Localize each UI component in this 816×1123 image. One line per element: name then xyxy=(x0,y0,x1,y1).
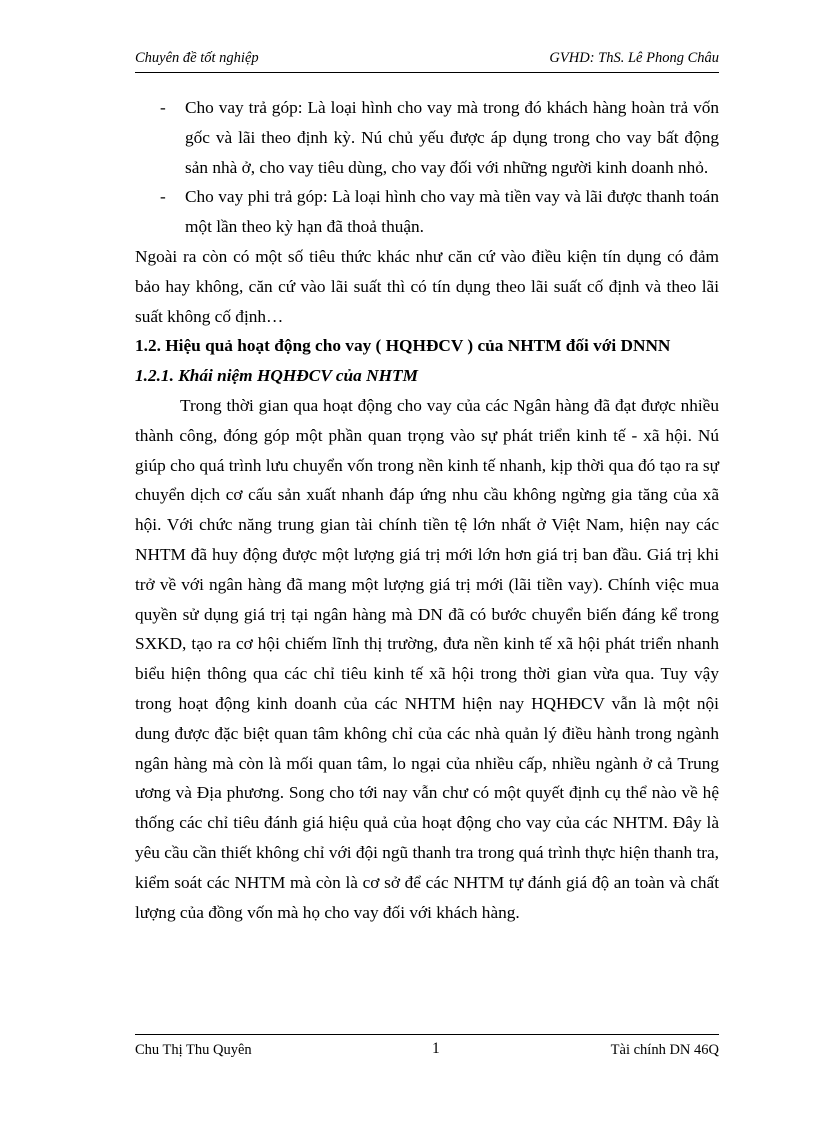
page-footer xyxy=(135,1034,719,1065)
document-body xyxy=(135,93,719,927)
bullet-dash: - xyxy=(160,187,166,207)
bullet-text: Cho vay trả góp: Là loại hình cho vay mà trong đó khách hàng hoàn trả vốn gốc và lãi theo định kỳ. Nú chủ yếu được áp dụng trong cho vay bất động sản nhà ở, cho vay tiêu dùng, cho vay đối với những người kinh doanh nhỏ. xyxy=(185,98,719,177)
header-document-type: Chuyên đề tốt nghiệp xyxy=(135,50,259,66)
paragraph-other-criteria: Ngoài ra còn có một số tiêu thức khác như căn cứ vào điều kiện tín dụng có đảm bảo hay không, căn cứ vào lãi suất thì có tín dụng theo lãi suất cố định và theo lãi suất không cố định… xyxy=(135,246,719,326)
section-heading: 1.2. Hiệu quả hoạt động cho vay ( HQHĐCV ) của NHTM đối với DNNN xyxy=(135,336,671,356)
bullet-text: Cho vay phi trả góp: Là loại hình cho vay mà tiền vay và lãi được thanh toán một lần theo kỳ hạn đã thoả thuận. xyxy=(185,187,719,237)
bullet-item-non-installment xyxy=(135,182,719,242)
page-number: 1 xyxy=(432,1040,440,1057)
subsection-heading: 1.2.1. Khái niệm HQHĐCV của NHTM xyxy=(135,366,418,386)
footer-class: Tài chính DN 46Q xyxy=(610,1042,719,1058)
header-supervisor: GVHD: ThS. Lê Phong Châu xyxy=(549,50,719,66)
bullet-item-installment xyxy=(135,93,719,182)
paragraph-concept: Trong thời gian qua hoạt động cho vay của các Ngân hàng đã đạt được nhiều thành công, đóng góp một phần quan trọng vào sự phát triển kinh tế - xã hội. Nú giúp cho quá trình lưu chuyển vốn trong nền kinh tế nhanh, kịp thời qua đó tạo ra sự chuyển dịch cơ cấu sản xuất nhanh đáp ứng nhu cầu không ngừng gia tăng của xã hội. Với chức năng trung gian tài chính tiền tệ lớn nhất ở Việt Nam, hiện nay các NHTM đã huy động được một lượng giá trị mới lớn hơn giá trị ban đầu. Giá trị khi trở về với ngân hàng đã mang một lượng giá trị mới (lãi tiền vay). Chính việc mua quyền sử dụng giá trị tại ngân hàng mà DN đã có bước chuyển biến đáng kể trong SXKD, tạo ra cơ hội chiếm lĩnh thị trường, đưa nền kinh tế xã hội phát triển nhanh biểu hiện thông qua các chỉ tiêu kinh tế xã hội trong thời gian vừa qua. Tuy vậy trong hoạt động kinh doanh của các NHTM hiện nay HQHĐCV vẫn là một nội dung được đặc biệt quan tâm không chỉ của các nhà quản lý điều hành trong ngành ngân hàng mà còn là mối quan tâm, lo ngại của nhiều cấp, nhiều ngành ở cả Trung ương và Địa phương. Song cho tới nay vẫn chư có một quyết định cụ thể nào về hệ thống các chỉ tiêu đánh giá hiệu quả của hoạt động cho vay của các NHTM. Đây là yêu cầu cần thiết không chỉ với đội ngũ thanh tra trong quá trình thực hiện thanh tra, kiểm soát các NHTM mà còn là cơ sở để các NHTM tự đánh giá độ an toàn và chất lượng của đồng vốn mà họ cho vay đối với khách hàng. xyxy=(135,395,719,922)
footer-author: Chu Thị Thu Quyên xyxy=(135,1042,252,1058)
bullet-dash: - xyxy=(160,98,166,117)
page-header xyxy=(135,48,719,73)
